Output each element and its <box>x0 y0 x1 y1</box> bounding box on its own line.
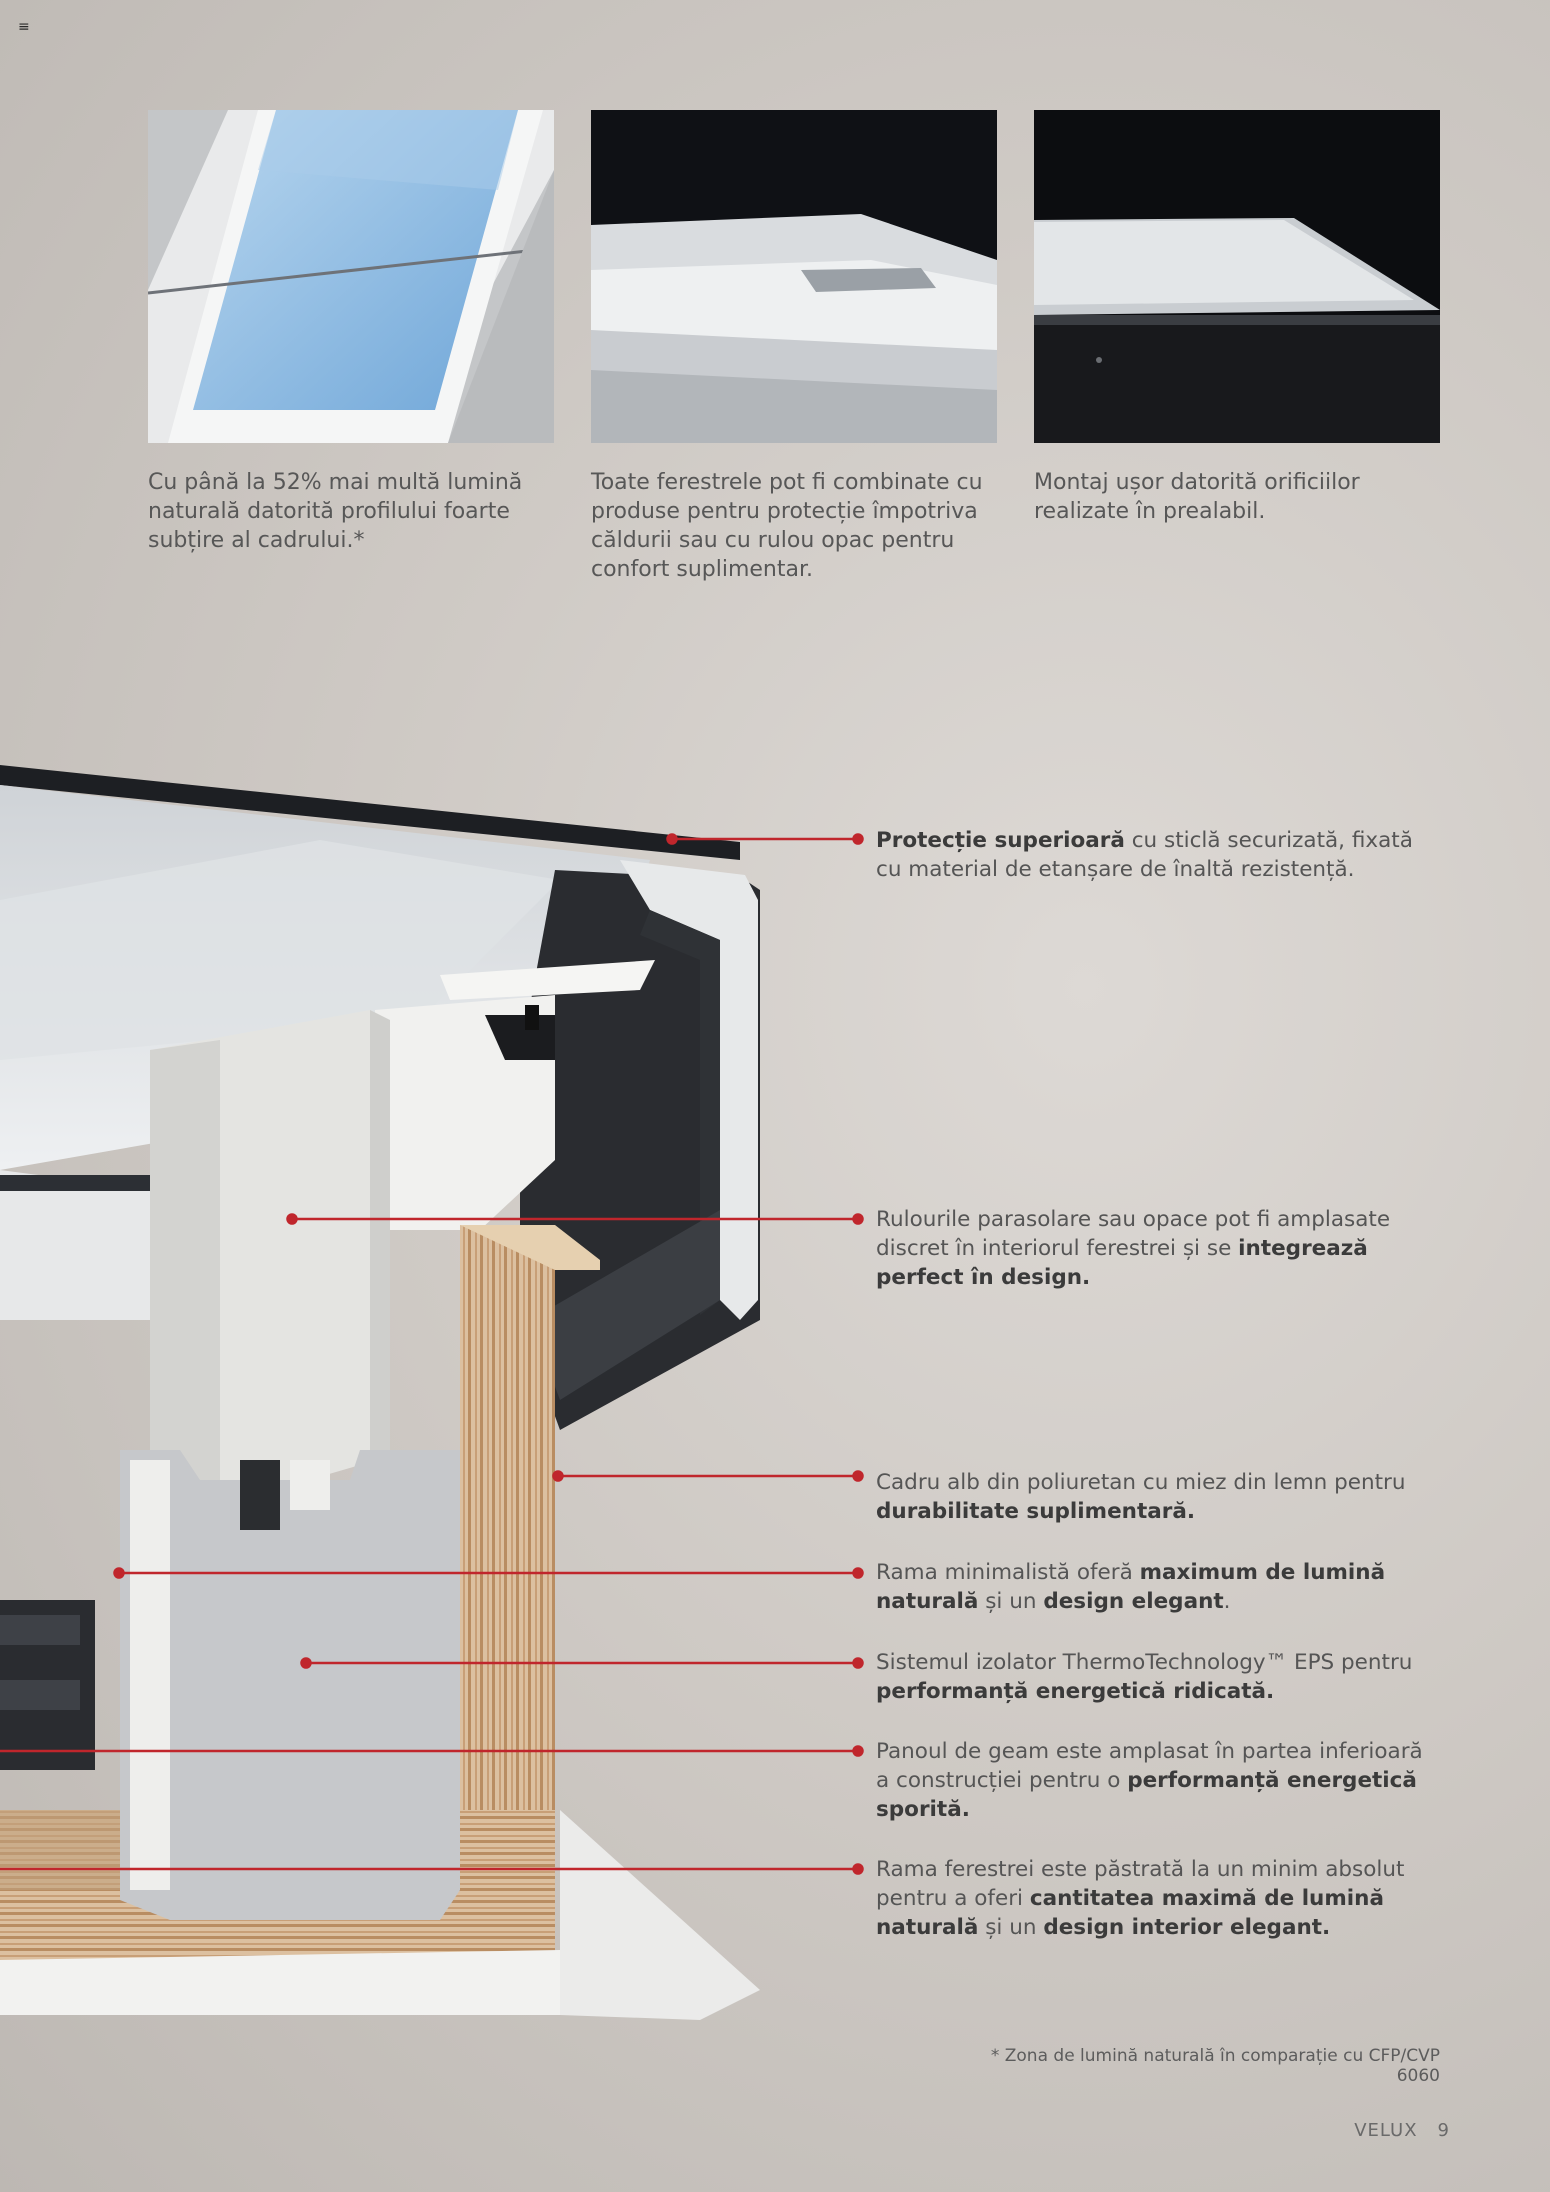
callout-text: și un <box>978 1915 1044 1940</box>
callout-text: Sistemul izolator ThermoTechnology™ EPS pentru <box>876 1650 1413 1675</box>
callout-window-frame <box>876 1855 1436 1942</box>
callout-glass-pane <box>876 1737 1436 1824</box>
callout-bold: Protecție superioară <box>876 828 1125 853</box>
window-photo-blind <box>591 110 997 443</box>
callout-bold: maximum de lumină naturală <box>876 1560 1386 1614</box>
callout-text: . <box>1223 1589 1231 1614</box>
window-photo-dark <box>1034 110 1440 443</box>
callout-top-protection <box>876 826 1436 884</box>
page-number: 9 <box>1437 2120 1450 2141</box>
callout-blinds <box>876 1205 1436 1292</box>
callout-text: Panoul de geam este amplasat în partea inferioară a construcției pentru o <box>876 1739 1423 1793</box>
page-footer <box>1300 2120 1450 2141</box>
callout-bold: cantitatea maximă de lumină naturală <box>876 1886 1384 1940</box>
callout-bold: durabilitate suplimentară. <box>876 1499 1196 1524</box>
callout-minimal-frame <box>876 1558 1436 1616</box>
callout-bold: performanță energetică sporită. <box>876 1768 1417 1822</box>
callout-thermo-technology <box>876 1648 1436 1706</box>
menu-icon[interactable]: ≡ <box>18 19 30 35</box>
callout-bold: design elegant <box>1043 1589 1224 1614</box>
callout-text: Rama ferestrei este păstrată la un minim absolut pentru a oferi <box>876 1857 1405 1911</box>
brand-name: VELUX <box>1354 2120 1418 2141</box>
window-cross-section-illustration <box>0 760 760 2020</box>
callout-bold: performanță energetică ridicată. <box>876 1679 1275 1704</box>
window-photo-frame <box>148 110 554 443</box>
photo-caption-2: Toate ferestrele pot fi combinate cu produse pentru protecție împotriva căldurii sau cu rulou opac pentru confort suplimentar. <box>591 470 983 582</box>
callout-text: Rama minimalistă oferă <box>876 1560 1140 1585</box>
callout-text: cu sticlă securizată, fixată cu material de etanșare de înaltă rezistență. <box>876 828 1413 882</box>
photo-caption-3: Montaj ușor datorită orificiilor realizate în prealabil. <box>1034 470 1360 524</box>
photo-caption-1: Cu până la 52% mai multă lumină naturală datorită profilului foarte subțire al cadrului.* <box>148 470 523 553</box>
callout-text: și un <box>978 1589 1044 1614</box>
callout-bold: integrează perfect în design. <box>876 1236 1368 1290</box>
callout-text: Rulourile parasolare sau opace pot fi amplasate discret în interiorul ferestrei și se <box>876 1207 1391 1261</box>
callout-bold: design interior elegant. <box>1043 1915 1331 1940</box>
footnote: * Zona de lumină naturală în comparație cu CFP/CVP 6060 <box>990 2046 1440 2086</box>
callout-text: Cadru alb din poliuretan cu miez din lemn pentru <box>876 1470 1406 1495</box>
callout-pu-frame <box>876 1468 1436 1526</box>
